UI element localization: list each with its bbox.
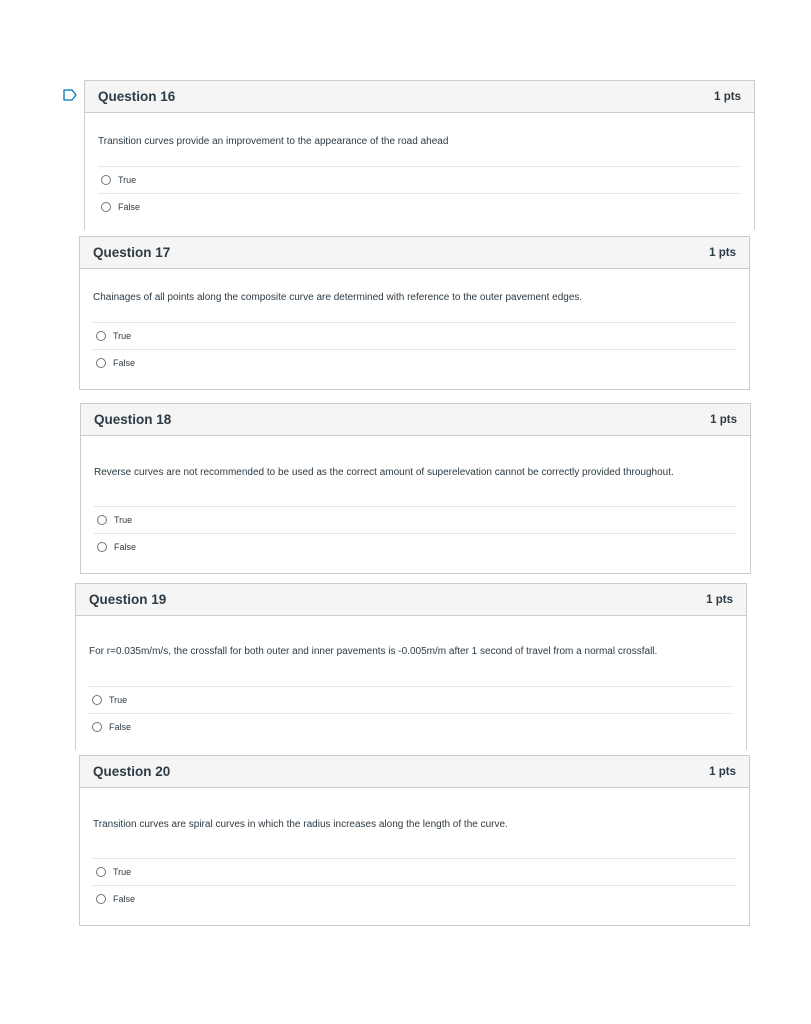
question-title: Question 20 — [93, 764, 171, 779]
question-16 — [84, 80, 755, 230]
question-header — [80, 237, 749, 269]
question-text: Transition curves are spiral curves in which the radius increases along the length of the curve. — [93, 819, 508, 830]
radio-button[interactable] — [101, 175, 111, 185]
answer-label: False — [118, 202, 141, 212]
answer-list — [89, 686, 733, 740]
answer-option-false[interactable] — [89, 713, 733, 740]
answer-list — [93, 322, 736, 376]
radio-button[interactable] — [101, 202, 111, 212]
question-20 — [79, 755, 750, 926]
question-text: Reverse curves are not recommended to be used as the correct amount of superelevation cannot be correctly provided throughout. — [94, 467, 674, 478]
answer-label: True — [113, 331, 132, 341]
answer-list — [93, 858, 736, 912]
radio-button[interactable] — [92, 722, 102, 732]
answer-option-false[interactable] — [93, 349, 736, 376]
question-points: 1 pts — [714, 90, 741, 103]
answer-option-false[interactable] — [98, 193, 741, 220]
question-points: 1 pts — [709, 246, 736, 259]
question-18 — [80, 403, 751, 574]
question-17 — [79, 236, 750, 390]
answer-label: True — [113, 867, 132, 877]
question-title: Question 18 — [94, 412, 172, 427]
answer-label: False — [109, 722, 132, 732]
radio-button[interactable] — [96, 867, 106, 877]
question-header — [76, 584, 746, 616]
answer-option-false[interactable] — [93, 885, 736, 912]
radio-button[interactable] — [97, 515, 107, 525]
answer-label: True — [109, 695, 128, 705]
answer-option-true[interactable] — [93, 858, 736, 885]
answer-option-true[interactable] — [94, 506, 737, 533]
question-text: Chainages of all points along the composite curve are determined with reference to the outer pavement edges. — [93, 292, 583, 303]
question-header — [80, 756, 749, 788]
answer-label: True — [118, 175, 137, 185]
bookmark-flag-icon[interactable] — [63, 89, 77, 101]
answer-label: True — [114, 515, 133, 525]
question-points: 1 pts — [706, 593, 733, 606]
question-title: Question 19 — [89, 592, 167, 607]
question-19 — [75, 583, 747, 750]
question-points: 1 pts — [710, 413, 737, 426]
answer-option-false[interactable] — [94, 533, 737, 560]
answer-list — [94, 506, 737, 560]
radio-button[interactable] — [96, 894, 106, 904]
question-text: Transition curves provide an improvement to the appearance of the road ahead — [98, 136, 449, 147]
radio-button[interactable] — [96, 331, 106, 341]
radio-button[interactable] — [97, 542, 107, 552]
radio-button[interactable] — [96, 358, 106, 368]
radio-button[interactable] — [92, 695, 102, 705]
question-header — [85, 81, 754, 113]
question-text: For r=0.035m/m/s, the crossfall for both outer and inner pavements is -0.005m/m after 1 second of travel from a normal crossfall. — [89, 646, 658, 657]
answer-option-true[interactable] — [98, 166, 741, 193]
question-points: 1 pts — [709, 765, 736, 778]
answer-option-true[interactable] — [89, 686, 733, 713]
answer-option-true[interactable] — [93, 322, 736, 349]
answer-label: False — [114, 542, 137, 552]
answer-list — [98, 166, 741, 220]
question-header — [81, 404, 750, 436]
question-title: Question 17 — [93, 245, 171, 260]
question-title: Question 16 — [98, 89, 176, 104]
answer-label: False — [113, 894, 136, 904]
answer-label: False — [113, 358, 136, 368]
